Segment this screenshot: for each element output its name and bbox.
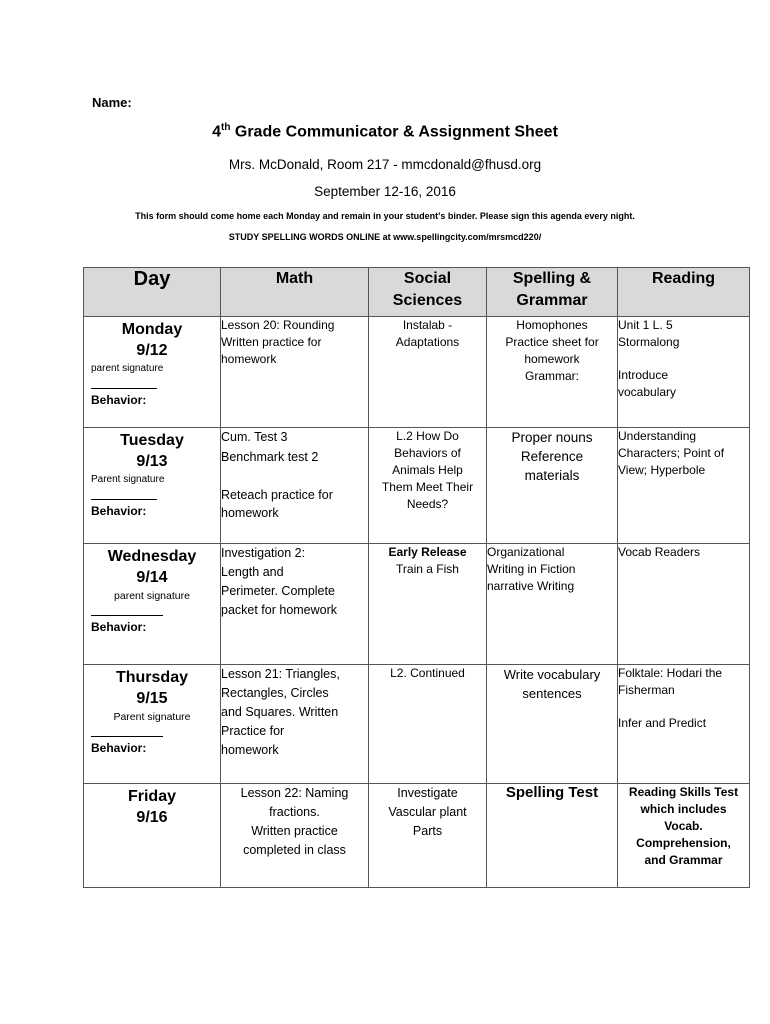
signature-line[interactable] xyxy=(91,493,157,500)
social-cell: Early Release Train a Fish xyxy=(369,544,487,665)
signature-label: parent signature xyxy=(91,363,164,374)
spelling-cell: Homophones Practice sheet for homework Grammar: xyxy=(487,317,618,428)
math-cell: Lesson 22: Naming fractions. Written practice completed in class xyxy=(221,784,369,888)
day-date: 9/14 xyxy=(136,569,168,586)
reading-cell: Vocab Readers xyxy=(618,544,750,665)
instructions-note: This form should come home each Monday and remain in your student’s binder. Please sign this agenda every night. xyxy=(135,211,635,221)
spelling-cell: Proper nouns Reference materials xyxy=(487,428,618,544)
day-date: 9/13 xyxy=(136,453,168,470)
header-spelling-grammar: Spelling & Grammar xyxy=(487,268,618,317)
header-reading: Reading xyxy=(618,268,750,317)
signature-line[interactable] xyxy=(91,730,163,737)
reading-cell: Understanding Characters; Point of View; Hyperbole xyxy=(618,428,750,544)
date-line: September 12-16, 2016 xyxy=(314,184,456,199)
reading-cell: Reading Skills Test which includes Vocab. Comprehension, and Grammar xyxy=(618,784,750,888)
behavior-label: Behavior: xyxy=(91,620,147,634)
name-label: Name: xyxy=(92,95,132,110)
behavior-label: Behavior: xyxy=(91,741,147,755)
signature-label: Parent signature xyxy=(91,474,165,485)
social-cell: Instalab - Adaptations xyxy=(369,317,487,428)
reading-cell: Unit 1 L. 5 Stormalong Introduce vocabulary xyxy=(618,317,750,428)
day-date: 9/16 xyxy=(136,809,168,826)
behavior-label: Behavior: xyxy=(91,393,147,407)
header-social-sciences: Social Sciences xyxy=(369,268,487,317)
day-cell-thursday xyxy=(84,665,221,784)
math-cell: Cum. Test 3 Benchmark test 2 Reteach practice for homework xyxy=(221,428,369,544)
signature-line[interactable] xyxy=(91,609,163,616)
day-name: Wednesday xyxy=(107,548,197,565)
table-row xyxy=(84,784,750,888)
spelling-cell: Spelling Test xyxy=(487,784,618,888)
day-cell-monday xyxy=(84,317,221,428)
assignment-table xyxy=(83,267,750,888)
day-name: Thursday xyxy=(115,669,188,686)
signature-line[interactable] xyxy=(91,382,157,389)
day-date: 9/12 xyxy=(136,342,168,359)
social-cell: L.2 How Do Behaviors of Animals Help Them Meet Their Needs? xyxy=(369,428,487,544)
table-row xyxy=(84,544,750,665)
behavior-label: Behavior: xyxy=(91,504,147,518)
study-note: STUDY SPELLING WORDS ONLINE at www.spellingcity.com/mrsmcd220/ xyxy=(228,232,542,242)
signature-label: Parent signature xyxy=(113,711,191,723)
table-row xyxy=(84,665,750,784)
signature-label: parent signature xyxy=(114,590,190,602)
teacher-line: Mrs. McDonald, Room 217 - mmcdonald@fhusd.org xyxy=(228,157,542,172)
header-day: Day xyxy=(84,268,221,317)
math-cell: Lesson 21: Triangles, Rectangles, Circles and Squares. Written Practice for homework xyxy=(221,665,369,784)
day-date: 9/15 xyxy=(136,690,168,707)
table-header-row xyxy=(84,268,750,317)
social-cell: Investigate Vascular plant Parts xyxy=(369,784,487,888)
table-row xyxy=(84,317,750,428)
day-name: Monday xyxy=(121,321,183,338)
table-row xyxy=(84,428,750,544)
spelling-cell: Write vocabulary sentences xyxy=(487,665,618,784)
page-title: 4th Grade Communicator & Assignment Sheet xyxy=(212,122,558,141)
day-cell-friday xyxy=(84,784,221,888)
math-cell: Lesson 20: Rounding Written practice for homework xyxy=(221,317,369,428)
day-cell-wednesday xyxy=(84,544,221,665)
day-name: Friday xyxy=(127,788,176,805)
social-cell: L2. Continued xyxy=(369,665,487,784)
day-name: Tuesday xyxy=(120,432,184,449)
spelling-cell: Organizational Writing in Fiction narrative Writing xyxy=(487,544,618,665)
day-cell-tuesday xyxy=(84,428,221,544)
header-math: Math xyxy=(221,268,369,317)
math-cell: Investigation 2: Length and Perimeter. Complete packet for homework xyxy=(221,544,369,665)
reading-cell: Folktale: Hodari the Fisherman Infer and Predict xyxy=(618,665,750,784)
